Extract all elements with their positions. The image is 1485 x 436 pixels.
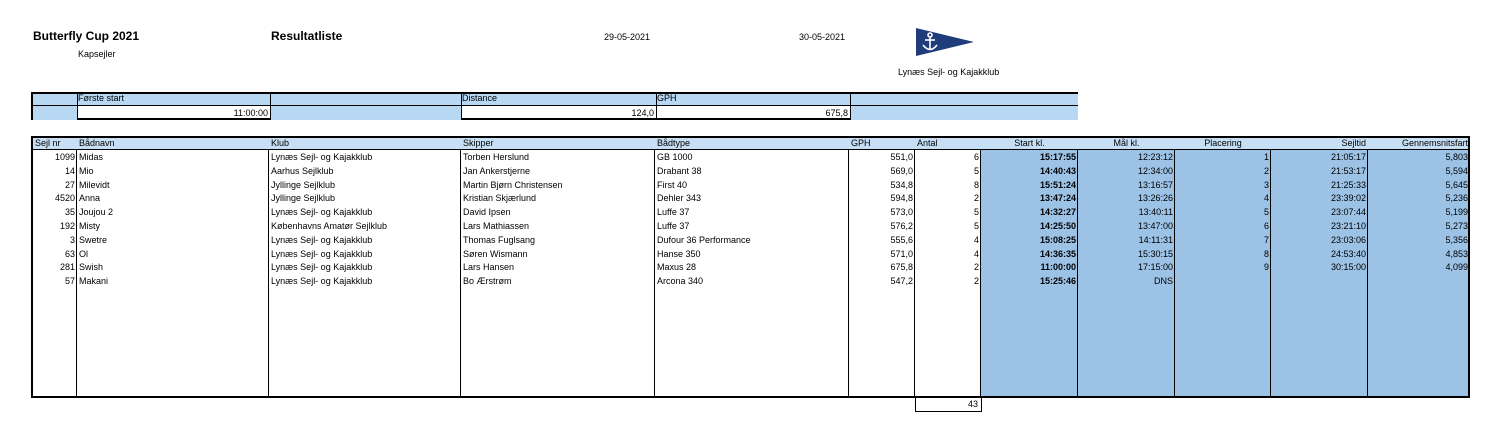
cell-club: Lynæs Sejl- og Kajakklub (271, 207, 373, 218)
cell-gph: 534,8 (890, 179, 913, 190)
table-row (33, 150, 1468, 164)
document-title: Resultatliste (271, 29, 343, 43)
race-info-box (31, 92, 1078, 120)
cell-club: Lynæs Sejl- og Kajakklub (271, 276, 373, 287)
cell-start-time: 15:25:46 (1039, 276, 1076, 287)
cell-sail-no: 281 (59, 262, 75, 273)
cell-skipper: Bo Ærstrøm (463, 276, 512, 287)
cell-avg-speed (1368, 274, 1470, 288)
cell-gph: 571,0 (890, 248, 913, 259)
cell-sailing-time: 23:07:44 (1330, 207, 1366, 218)
cell-sailing-time (1271, 274, 1368, 288)
cell-club: Aarhus Sejlklub (271, 165, 334, 176)
cell-finish-time: DNS (1153, 276, 1173, 287)
cell-sail-no: 3 (69, 234, 75, 245)
distance-value: 124,0 (462, 106, 657, 120)
cell-placement: 6 (1263, 221, 1269, 231)
cell-boat-name: Mio (79, 165, 94, 176)
cell-antal: 8 (973, 179, 979, 190)
cell-club: Lynæs Sejl- og Kajakklub (271, 248, 373, 259)
start-date: 29-05-2021 (604, 32, 651, 42)
cell-avg-speed: 5,645 (1445, 179, 1468, 190)
cell-placement: 1 (1263, 152, 1269, 162)
cell-boat-name: Joujou 2 (79, 207, 114, 218)
cell-start-time: 14:25:50 (1039, 221, 1076, 231)
cell-boat-type: Maxus 28 (657, 262, 697, 273)
cell-sail-no: 1099 (54, 152, 75, 162)
cell-skipper: Thomas Fuglsang (463, 234, 536, 245)
cell-gph: 551,0 (890, 152, 913, 162)
cell-placement: 9 (1263, 262, 1269, 273)
cell-boat-name: Midas (79, 152, 104, 162)
cell-boat-name: Milevidt (79, 179, 110, 190)
cell-skipper: Lars Mathiassen (463, 221, 530, 231)
cell-start-time: 15:51:24 (1039, 179, 1076, 190)
cell-sail-no: 35 (64, 207, 75, 218)
cell-gph: 547,2 (890, 276, 913, 287)
cell-skipper: Jan Ankerstjerne (463, 165, 531, 176)
cell-antal: 4 (973, 248, 979, 259)
header-sail-no: Sejl nr (35, 138, 61, 148)
cell-boat-name: Anna (79, 193, 101, 204)
cell-boat-type: Drabant 38 (657, 165, 702, 176)
gph-value: 675,8 (657, 106, 851, 120)
cell-finish-time: 13:16:57 (1137, 179, 1173, 190)
cell-placement: 2 (1263, 165, 1269, 176)
header-boat-name: Bådnavn (79, 138, 115, 148)
table-row (33, 191, 1468, 205)
cell-finish-time: 12:23:12 (1137, 152, 1173, 162)
first-start-label: Første start (78, 93, 125, 103)
cell-boat-type: Dufour 36 Performance (657, 234, 751, 245)
cell-antal: 5 (973, 165, 979, 176)
gph-label: GPH (657, 93, 677, 103)
header-start-time: Start kl. (1014, 138, 1045, 148)
cell-start-time: 14:36:35 (1039, 248, 1076, 259)
cell-club: Lynæs Sejl- og Kajakklub (271, 234, 373, 245)
cell-boat-type: Arcona 340 (657, 276, 704, 287)
cell-club: Jyllinge Sejlklub (271, 193, 336, 204)
cell-sail-no: 4520 (54, 193, 75, 204)
cell-avg-speed: 5,594 (1445, 165, 1468, 176)
cell-antal: 2 (973, 193, 979, 204)
cell-sailing-time: 23:21:10 (1330, 221, 1366, 231)
cell-skipper: Lars Hansen (463, 262, 515, 273)
cell-finish-time: 12:34:00 (1137, 165, 1173, 176)
table-row (33, 260, 1468, 274)
cell-finish-time: 17:15:00 (1137, 262, 1173, 273)
cell-avg-speed: 5,803 (1445, 152, 1468, 162)
cell-antal: 5 (973, 221, 979, 231)
cell-antal: 2 (973, 262, 979, 273)
cell-start-time: 11:00:00 (1040, 262, 1076, 273)
cell-avg-speed: 4,853 (1445, 248, 1468, 259)
cell-boat-name: Makani (79, 276, 109, 287)
cell-gph: 675,8 (890, 262, 913, 273)
cell-sailing-time: 30:15:00 (1330, 262, 1366, 273)
header-placement: Placering (1204, 138, 1242, 148)
cell-finish-time: 13:26:26 (1137, 193, 1173, 204)
cell-antal: 6 (973, 152, 979, 162)
header-club: Klub (271, 138, 290, 148)
anchor-pennant-icon (916, 28, 976, 58)
cell-gph: 569,0 (890, 165, 913, 176)
header-gph: GPH (851, 138, 871, 148)
cell-sail-no: 14 (64, 165, 75, 176)
cell-sailing-time: 21:53:17 (1330, 165, 1366, 176)
header-boat-type: Bådtype (657, 138, 691, 148)
cell-skipper: Martin Bjørn Christensen (463, 179, 563, 190)
cell-avg-speed: 5,356 (1445, 234, 1468, 245)
cell-start-time: 14:32:27 (1039, 207, 1076, 218)
cell-boat-name: Swetre (79, 234, 108, 245)
cell-placement: 8 (1263, 248, 1269, 259)
table-row (33, 164, 1468, 178)
club-name: Lynæs Sejl- og Kajakklub (898, 67, 1000, 77)
cell-placement: 7 (1263, 234, 1269, 245)
header-sailing-time: Sejltid (1341, 138, 1366, 148)
header-antal: Antal (917, 138, 938, 148)
cell-placement: 3 (1263, 179, 1269, 190)
cell-finish-time: 13:47:00 (1137, 221, 1173, 231)
cell-boat-type: Hanse 350 (657, 248, 701, 259)
cell-start-time: 15:08:25 (1039, 234, 1076, 245)
cell-boat-type: Luffe 37 (657, 207, 690, 218)
cell-club: Lynæs Sejl- og Kajakklub (271, 152, 373, 162)
cell-avg-speed: 4,099 (1445, 262, 1468, 273)
cell-finish-time: 15:30:15 (1137, 248, 1173, 259)
cell-finish-time: 13:40:11 (1138, 207, 1173, 218)
cell-sailing-time: 21:05:17 (1330, 152, 1366, 162)
cell-club: Københavns Amatør Sejlklub (271, 221, 388, 231)
table-row (33, 233, 1468, 247)
cell-gph: 594,8 (890, 193, 913, 204)
cell-avg-speed: 5,236 (1445, 193, 1468, 204)
event-title: Butterfly Cup 2021 (33, 29, 140, 43)
cell-club: Jyllinge Sejlklub (271, 179, 336, 190)
cell-placement: 4 (1263, 193, 1269, 204)
end-date: 30-05-2021 (799, 32, 846, 42)
cell-sail-no: 63 (64, 248, 75, 259)
table-header-row (33, 138, 1468, 150)
first-start-value: 11:00:00 (78, 106, 271, 120)
results-table (31, 136, 1470, 398)
header-avg-speed: Gennemsnitsfart (1401, 138, 1468, 148)
table-row (33, 274, 1468, 288)
cell-start-time: 15:17:55 (1039, 152, 1076, 162)
cell-start-time: 14:40:43 (1039, 165, 1076, 176)
antal-total: 43 (915, 397, 982, 412)
cell-sailing-time: 24:53:40 (1330, 248, 1366, 259)
cell-start-time: 13:47:24 (1039, 193, 1076, 204)
cell-sailing-time: 23:39:02 (1330, 193, 1366, 204)
cell-sailing-time: 23:03:06 (1330, 234, 1366, 245)
cell-sail-no: 27 (64, 179, 75, 190)
cell-antal: 2 (973, 276, 979, 287)
cell-boat-name: Swish (79, 262, 104, 273)
cell-skipper: David Ipsen (463, 207, 511, 218)
cell-boat-type: GB 1000 (657, 152, 693, 162)
cell-sail-no: 192 (59, 221, 75, 231)
cell-antal: 4 (973, 234, 979, 245)
cell-placement (1175, 274, 1271, 288)
cell-avg-speed: 5,273 (1445, 221, 1468, 231)
cell-boat-type: Luffe 37 (657, 221, 690, 231)
cell-boat-name: Misty (79, 221, 100, 231)
cell-skipper: Torben Herslund (463, 152, 530, 162)
cell-sailing-time: 21:25:33 (1330, 179, 1366, 190)
table-row (33, 219, 1468, 233)
cell-club: Lynæs Sejl- og Kajakklub (271, 262, 373, 273)
cell-boat-type: First 40 (657, 179, 688, 190)
cell-boat-name: Ol (79, 248, 88, 259)
cell-gph: 555,6 (890, 234, 913, 245)
cell-skipper: Søren Wismann (463, 248, 528, 259)
cell-skipper: Kristian Skjærlund (463, 193, 537, 204)
cell-antal: 5 (973, 207, 979, 218)
cell-finish-time: 14:11:31 (1138, 234, 1173, 245)
event-subtitle: Kapsejler (78, 49, 116, 59)
cell-sail-no: 57 (64, 276, 75, 287)
cell-gph: 573,0 (890, 207, 913, 218)
table-row (33, 178, 1468, 192)
cell-boat-type: Dehler 343 (657, 193, 702, 204)
cell-placement: 5 (1263, 207, 1269, 218)
header-finish-time: Mål kl. (1113, 138, 1140, 148)
cell-avg-speed: 5,199 (1445, 207, 1468, 218)
table-row (33, 247, 1468, 261)
table-row (33, 205, 1468, 219)
header-skipper: Skipper (463, 138, 494, 148)
distance-label: Distance (462, 93, 498, 103)
cell-gph: 576,2 (890, 221, 913, 231)
